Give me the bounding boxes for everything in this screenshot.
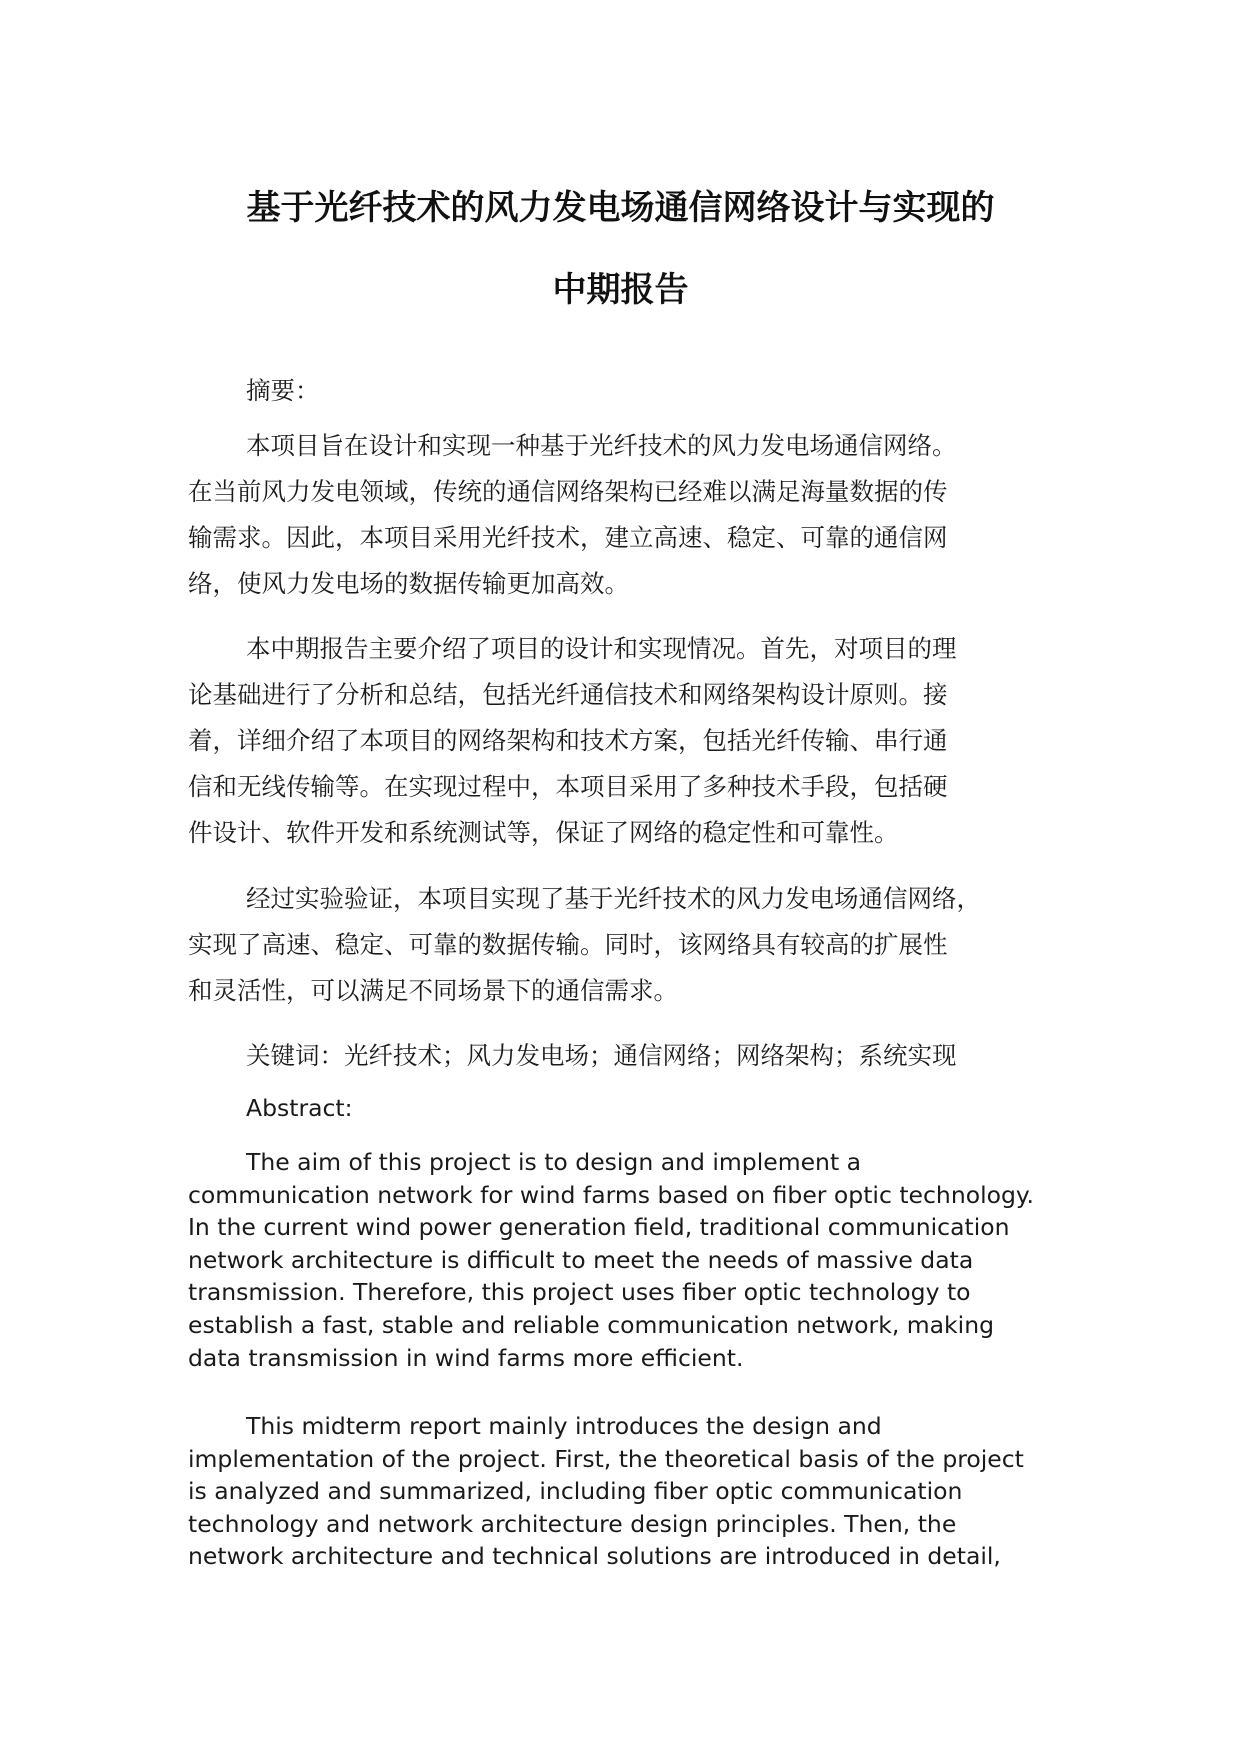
en-p2-line-2: implementation of the project. First, the theoretical basis of the project [188,1444,1024,1473]
zh-p3-line-2: 实现了高速、稳定、可靠的数据传输。同时，该网络具有较高的扩展性 [188,930,948,959]
document-title-line-2: 中期报告 [552,270,689,310]
en-p2-line-4: technology and network architecture design principles. Then, the [188,1509,957,1538]
zh-p3-line-1: 经过实验验证，本项目实现了基于光纤技术的风力发电场通信网络， [246,884,981,913]
en-p1-line-1: The aim of this project is to design and implement a [246,1148,862,1176]
zh-p2-line-2: 论基础进行了分析和总结，包括光纤通信技术和网络架构设计原则。接 [188,680,948,709]
en-p1-line-3: In the current wind power generation field, traditional communication [188,1213,1010,1242]
en-p1-line-2: communication network for wind farms based on fiber optic technology. [188,1180,1034,1209]
document-title-line-1: 基于光纤技术的风力发电场通信网络设计与实现的 [246,188,995,228]
zh-p1-line-2: 在当前风力发电领域，传统的通信网络架构已经难以满足海量数据的传 [188,477,948,506]
abstract-heading-zh: 摘要： [246,376,320,405]
en-p1-line-7: data transmission in wind farms more efficient. [188,1343,744,1372]
en-p2-line-5: network architecture and technical solutions are introduced in detail, [188,1542,1001,1571]
en-p1-line-6: establish a fast, stable and reliable communication network, making [188,1310,995,1339]
en-p1-line-5: transmission. Therefore, this project uses fiber optic technology to [188,1278,971,1307]
en-p2-line-1: This midterm report mainly introduces the design and [246,1412,882,1440]
zh-p2-line-3: 着，详细介绍了本项目的网络架构和技术方案，包括光纤传输、串行通 [188,726,948,755]
zh-p1-line-1: 本项目旨在设计和实现一种基于光纤技术的风力发电场通信网络。 [246,431,957,460]
abstract-heading-en: Abstract: [246,1094,353,1122]
zh-p2-line-5: 件设计、软件开发和系统测试等，保证了网络的稳定性和可靠性。 [188,818,899,847]
en-paragraph-1 [188,1146,1088,1374]
zh-p3-line-3: 和灵活性，可以满足不同场景下的通信需求。 [188,976,678,1005]
keywords-zh: 关键词：光纤技术；风力发电场；通信网络；网络架构；系统实现 [246,1041,957,1070]
en-paragraph-2 [188,1410,1088,1573]
zh-p2-line-1: 本中期报告主要介绍了项目的设计和实现情况。首先，对项目的理 [246,634,957,663]
zh-p1-line-4: 络，使风力发电场的数据传输更加高效。 [188,569,629,598]
zh-p2-line-4: 信和无线传输等。在实现过程中，本项目采用了多种技术手段，包括硬 [188,772,948,801]
en-p1-line-4: network architecture is difficult to meet the needs of massive data [188,1245,974,1274]
en-p2-line-3: is analyzed and summarized, including fiber optic communication [188,1477,963,1506]
zh-p1-line-3: 输需求。因此，本项目采用光纤技术，建立高速、稳定、可靠的通信网 [188,523,948,552]
